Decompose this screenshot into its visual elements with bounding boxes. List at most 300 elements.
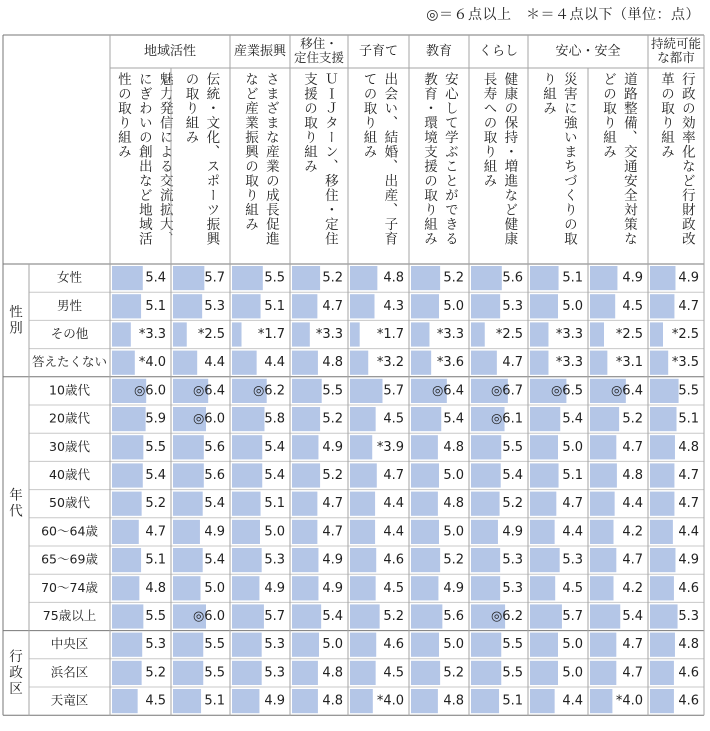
group-header-2-line-1: 定住支援 [293, 50, 345, 65]
score-bar [350, 463, 377, 487]
score-value: 5.0 [264, 524, 285, 540]
score-bar [650, 294, 674, 318]
score-value: 4.7 [622, 439, 643, 455]
score-value: 5.3 [562, 552, 583, 568]
score-value: 5.7 [204, 270, 225, 286]
score-value: ◎6.0 [192, 609, 225, 624]
score-bar [350, 576, 376, 600]
row-label: 30歳代 [49, 438, 90, 454]
score-bar [590, 463, 617, 487]
score-bar [411, 322, 429, 346]
score-value: 4.7 [322, 298, 343, 314]
row-label: 天竜区 [50, 692, 89, 708]
score-value: 5.7 [562, 609, 583, 624]
score-bar [530, 322, 548, 346]
score-bar [590, 633, 616, 657]
score-value: 5.3 [264, 637, 285, 653]
score-value: 5.6 [443, 609, 464, 624]
score-value: 5.4 [264, 468, 285, 483]
score-bar [471, 548, 500, 572]
score-bar [292, 689, 318, 713]
score-bar [112, 604, 143, 628]
score-bar [530, 463, 559, 487]
score-bar [590, 548, 616, 572]
score-value: 5.3 [502, 552, 523, 568]
score-value: 4.4 [264, 355, 285, 371]
score-bar [350, 379, 382, 403]
score-value: 5.5 [502, 665, 523, 681]
score-bar [471, 435, 501, 459]
score-value: *3.1 [615, 355, 643, 371]
score-bar [173, 322, 187, 346]
score-value: *4.0 [376, 693, 404, 709]
score-value: *3.2 [376, 355, 404, 371]
score-value: 4.4 [562, 693, 583, 709]
score-value: 5.4 [204, 552, 225, 568]
group-header-7-line-1: な都市 [657, 50, 695, 65]
row-label: その他 [50, 326, 89, 341]
score-bar [232, 322, 242, 346]
score-bar [590, 435, 616, 459]
score-value: 5.2 [443, 552, 464, 568]
score-value: 5.4 [145, 270, 166, 286]
score-value: *3.3 [138, 327, 166, 342]
score-bar [590, 294, 615, 318]
score-bar [173, 435, 204, 459]
score-value: 5.1 [145, 552, 166, 568]
row-label: 男性 [56, 297, 83, 313]
item-header-7 [530, 72, 586, 262]
score-bar [590, 322, 604, 346]
score-value: ◎6.2 [490, 609, 523, 624]
score-value: 5.4 [264, 439, 285, 455]
item-header-4 [350, 72, 407, 262]
score-value: *3.3 [315, 327, 343, 342]
score-bar [411, 576, 438, 600]
score-value: *2.5 [495, 327, 523, 342]
score-bar [292, 633, 319, 657]
score-value: 5.0 [562, 637, 583, 653]
section-label-1-line-1: 代 [9, 503, 23, 520]
score-bar [292, 351, 318, 375]
score-bar [232, 548, 262, 572]
score-value: 5.0 [443, 524, 464, 540]
score-bar [112, 407, 146, 431]
score-value: 5.4 [443, 411, 464, 427]
score-value: *1.7 [257, 327, 285, 342]
score-bar [471, 463, 501, 487]
score-bar [530, 266, 559, 290]
score-bar [112, 463, 143, 487]
score-bar [292, 520, 317, 544]
score-bar [411, 435, 438, 459]
row-label: 中央区 [50, 636, 89, 652]
score-value: 5.2 [443, 665, 464, 681]
score-value: ◎6.5 [550, 383, 583, 399]
score-bar [292, 322, 310, 346]
score-bar [650, 322, 663, 346]
score-bar [350, 604, 380, 628]
score-value: 4.7 [678, 496, 699, 512]
score-bar [232, 351, 257, 375]
score-value: 4.8 [145, 580, 166, 596]
score-value: ◎6.4 [610, 383, 643, 399]
score-value: *3.3 [436, 327, 464, 342]
score-bar [112, 492, 142, 516]
score-value: 5.2 [322, 411, 343, 427]
score-value: 5.3 [264, 665, 285, 681]
score-value: 5.3 [502, 298, 523, 314]
row-label: 75歳以上 [42, 608, 97, 623]
score-bar [471, 492, 500, 516]
score-bar [471, 576, 500, 600]
score-bar [650, 492, 674, 516]
section-label-2-line-2: 区 [9, 680, 23, 697]
score-bar [471, 266, 502, 290]
score-bar [650, 576, 674, 600]
score-value: 5.0 [443, 637, 464, 653]
score-bar [173, 689, 201, 713]
score-bar [530, 661, 558, 685]
score-value: 4.8 [443, 693, 464, 709]
score-bar [112, 294, 141, 318]
score-bar [350, 661, 376, 685]
score-value: 4.7 [145, 524, 166, 540]
section-label-2-line-1: 政 [9, 664, 23, 681]
score-value: 5.1 [204, 693, 225, 709]
group-header-2-line-0: 移住・ [300, 36, 338, 51]
score-value: *4.0 [615, 693, 643, 709]
score-bar [292, 266, 320, 290]
score-value: 4.5 [383, 580, 404, 596]
score-value: 4.9 [622, 270, 643, 286]
score-bar [232, 266, 263, 290]
score-value: 5.5 [322, 383, 343, 399]
group-header-4: 教育 [425, 44, 453, 59]
item-header-8 [590, 72, 646, 262]
score-bar [350, 351, 368, 375]
score-value: 4.4 [562, 524, 583, 540]
group-header-6: 安心・安全 [555, 44, 621, 59]
score-value: 5.3 [264, 552, 285, 568]
score-bar [471, 351, 497, 375]
score-value: 4.9 [322, 439, 343, 455]
score-bar [292, 492, 317, 516]
score-value: 5.4 [562, 411, 583, 427]
score-bar [232, 435, 262, 459]
score-bar [650, 548, 675, 572]
score-value: 4.6 [678, 693, 699, 709]
score-bar [411, 266, 440, 290]
score-value: 5.2 [322, 270, 343, 286]
score-bar [471, 322, 485, 346]
group-header-7-line-0: 持続可能 [650, 36, 702, 51]
score-bar [173, 266, 204, 290]
score-value: 4.7 [678, 468, 699, 483]
score-value: 4.7 [622, 665, 643, 681]
score-value: 4.7 [322, 524, 343, 540]
item-label-2: さまざまな産業の成長促進など産業振興の取り組み [242, 72, 279, 246]
score-value: 4.9 [204, 524, 225, 540]
score-bar [232, 576, 259, 600]
score-value: 4.9 [264, 693, 285, 709]
score-value: 5.1 [264, 496, 285, 512]
score-bar [530, 689, 555, 713]
score-value: 4.4 [678, 524, 699, 540]
score-value: 5.4 [145, 468, 166, 483]
item-label-7: 災害に強いまちづくりの取り組み [540, 72, 577, 246]
score-value: 5.6 [204, 439, 225, 455]
score-value: 5.2 [622, 411, 643, 427]
score-bar [350, 492, 375, 516]
score-bar [530, 435, 558, 459]
score-bar [232, 520, 260, 544]
score-bar [350, 294, 375, 318]
score-value: 4.5 [145, 693, 166, 709]
score-bar [530, 294, 558, 318]
score-value: 4.9 [678, 270, 699, 286]
item-header-2 [232, 72, 288, 262]
score-value: 4.8 [322, 665, 343, 681]
score-value: 5.0 [204, 580, 225, 596]
score-bar [112, 266, 143, 290]
score-value: 4.9 [264, 580, 285, 596]
group-header-1: 産業振興 [233, 44, 287, 59]
score-bar [112, 689, 138, 713]
score-bar [292, 548, 318, 572]
score-bar [411, 351, 431, 375]
score-value: 5.5 [678, 383, 699, 399]
score-value: 5.5 [502, 439, 523, 455]
group-header-0: 地域活性 [143, 44, 197, 59]
score-bar [411, 604, 442, 628]
score-value: 4.8 [322, 693, 343, 709]
score-value: 5.5 [204, 665, 225, 681]
score-value: 4.7 [322, 496, 343, 512]
score-value: 4.6 [383, 552, 404, 568]
score-value: 5.6 [502, 270, 523, 286]
score-value: 4.7 [622, 552, 643, 568]
score-bar [350, 435, 372, 459]
score-bar [173, 463, 204, 487]
score-value: 4.8 [383, 270, 404, 286]
item-header-6 [471, 72, 526, 262]
score-bar [173, 633, 203, 657]
item-header-1 [173, 72, 228, 262]
score-bar [590, 689, 612, 713]
row-label: 20歳代 [49, 410, 90, 426]
score-value: 4.7 [502, 355, 523, 371]
score-value: 5.5 [145, 609, 166, 624]
score-bar [650, 379, 679, 403]
score-value: 4.8 [443, 439, 464, 455]
score-bar [350, 633, 376, 657]
score-bar [411, 548, 440, 572]
score-bar [530, 520, 555, 544]
score-bar [590, 604, 620, 628]
score-value: 5.1 [145, 298, 166, 314]
score-bar [112, 435, 143, 459]
score-value: 5.5 [502, 637, 523, 653]
score-bar [112, 548, 141, 572]
score-value: 4.6 [383, 637, 404, 653]
score-value: 5.5 [264, 270, 285, 286]
score-bar [292, 661, 318, 685]
score-bar [173, 661, 203, 685]
score-value: 5.5 [145, 439, 166, 455]
score-value: *3.6 [436, 355, 464, 371]
score-value: ◎6.2 [252, 383, 285, 399]
score-value: 4.7 [383, 468, 404, 483]
score-bar [232, 604, 264, 628]
score-value: 4.9 [322, 580, 343, 596]
group-header-3: 子育て [358, 44, 399, 59]
score-bar [650, 689, 674, 713]
score-value: 4.5 [562, 580, 583, 596]
score-bar [232, 463, 262, 487]
score-value: 4.6 [678, 665, 699, 681]
score-bar [292, 576, 318, 600]
score-bar [590, 520, 614, 544]
score-bar [590, 576, 614, 600]
score-value: 5.6 [204, 468, 225, 483]
score-value: 4.5 [383, 665, 404, 681]
score-value: 4.6 [678, 580, 699, 596]
score-bar [530, 633, 558, 657]
score-bar [411, 689, 438, 713]
score-value: *4.0 [138, 355, 166, 371]
score-bar [292, 435, 318, 459]
score-value: 5.2 [322, 468, 343, 483]
score-bar [232, 407, 264, 431]
score-value: 4.8 [443, 496, 464, 512]
score-value: 5.2 [502, 496, 523, 512]
score-value: 5.3 [145, 637, 166, 653]
score-value: 5.3 [502, 580, 523, 596]
score-value: 5.2 [443, 270, 464, 286]
score-bar [471, 689, 499, 713]
score-value: 5.1 [562, 468, 583, 483]
score-bar [411, 661, 440, 685]
row-label: 50歳代 [49, 495, 90, 511]
score-bar [530, 604, 562, 628]
score-value: 4.8 [622, 468, 643, 483]
score-bar [292, 407, 320, 431]
score-value: 4.8 [678, 439, 699, 455]
score-bar [173, 548, 203, 572]
score-value: 5.3 [678, 609, 699, 624]
score-value: 4.7 [622, 637, 643, 653]
score-bar [350, 266, 377, 290]
score-bar [232, 492, 261, 516]
section-label-0-line-1: 別 [9, 320, 23, 337]
row-label: 答えたくない [31, 354, 108, 370]
item-label-0: 魅力発信による交流拡大、にぎわいの創出など地域活性の取り組み [114, 72, 173, 246]
score-value: *3.3 [555, 327, 583, 342]
score-value: ◎6.0 [133, 383, 166, 399]
section-label-2-line-0: 行 [9, 648, 23, 665]
score-bar [350, 407, 376, 431]
score-bar [650, 266, 675, 290]
score-bar [471, 661, 501, 685]
score-bar [650, 351, 668, 375]
item-label-5: 安心して学ぶことができる教育・環境支援の取り組み [421, 72, 458, 246]
score-bar [112, 633, 142, 657]
score-bar [232, 633, 262, 657]
score-value: 5.0 [322, 637, 343, 653]
score-value: 5.0 [443, 298, 464, 314]
score-bar [650, 407, 677, 431]
score-bar [292, 379, 322, 403]
score-value: *2.5 [671, 327, 699, 342]
row-label: 40歳代 [49, 467, 90, 482]
score-bar [112, 351, 135, 375]
score-value: *1.7 [376, 327, 404, 342]
score-value: 4.3 [383, 298, 404, 314]
score-value: 5.2 [145, 496, 166, 512]
score-value: 5.9 [145, 411, 166, 427]
item-label-1: 伝統・文化、スポーツ振興の取り組み [182, 72, 220, 246]
score-bar [590, 407, 619, 431]
score-value: 4.5 [383, 411, 404, 427]
score-bar [650, 435, 675, 459]
item-header-9 [650, 72, 702, 262]
score-bar [292, 294, 317, 318]
score-value: 4.4 [204, 355, 225, 371]
section-label-1-line-0: 年 [9, 487, 23, 504]
score-value: 5.1 [502, 693, 523, 709]
score-value: ◎6.0 [192, 411, 225, 427]
score-bar [112, 520, 139, 544]
item-label-9: 行政の効率化など行財政改革の取り組み [658, 72, 695, 246]
score-bar [411, 520, 439, 544]
row-label: 65～69歳 [41, 551, 98, 567]
score-bar [590, 661, 616, 685]
score-bar [530, 548, 560, 572]
score-value: 5.0 [562, 298, 583, 314]
section-label-0-line-0: 性 [9, 304, 23, 321]
score-bar [292, 604, 321, 628]
score-value: 5.1 [562, 270, 583, 286]
score-bar [173, 492, 203, 516]
score-bar [411, 492, 438, 516]
score-bar [112, 576, 139, 600]
score-value: 5.2 [383, 609, 404, 624]
score-bar [350, 322, 360, 346]
score-value: 4.4 [622, 496, 643, 512]
score-bar [411, 463, 439, 487]
score-bar [411, 407, 441, 431]
score-value: 4.4 [383, 496, 404, 512]
row-label: 70～74歳 [41, 579, 98, 595]
score-bar [350, 520, 375, 544]
score-value: 5.3 [204, 298, 225, 314]
score-value: 5.1 [678, 411, 699, 427]
score-bar [650, 633, 675, 657]
score-value: 5.2 [145, 665, 166, 681]
score-bar [530, 576, 555, 600]
score-value: 5.4 [502, 468, 523, 483]
score-value: 5.0 [562, 665, 583, 681]
score-bar [411, 294, 439, 318]
score-value: ◎6.4 [192, 383, 225, 399]
item-label-3: ＵＩＪターン、移住・定住支援の取り組み [301, 72, 338, 246]
score-bar [471, 633, 501, 657]
score-value: 5.8 [264, 411, 285, 427]
score-value: *2.5 [615, 327, 643, 342]
score-bar [590, 492, 615, 516]
score-bar [471, 520, 498, 544]
